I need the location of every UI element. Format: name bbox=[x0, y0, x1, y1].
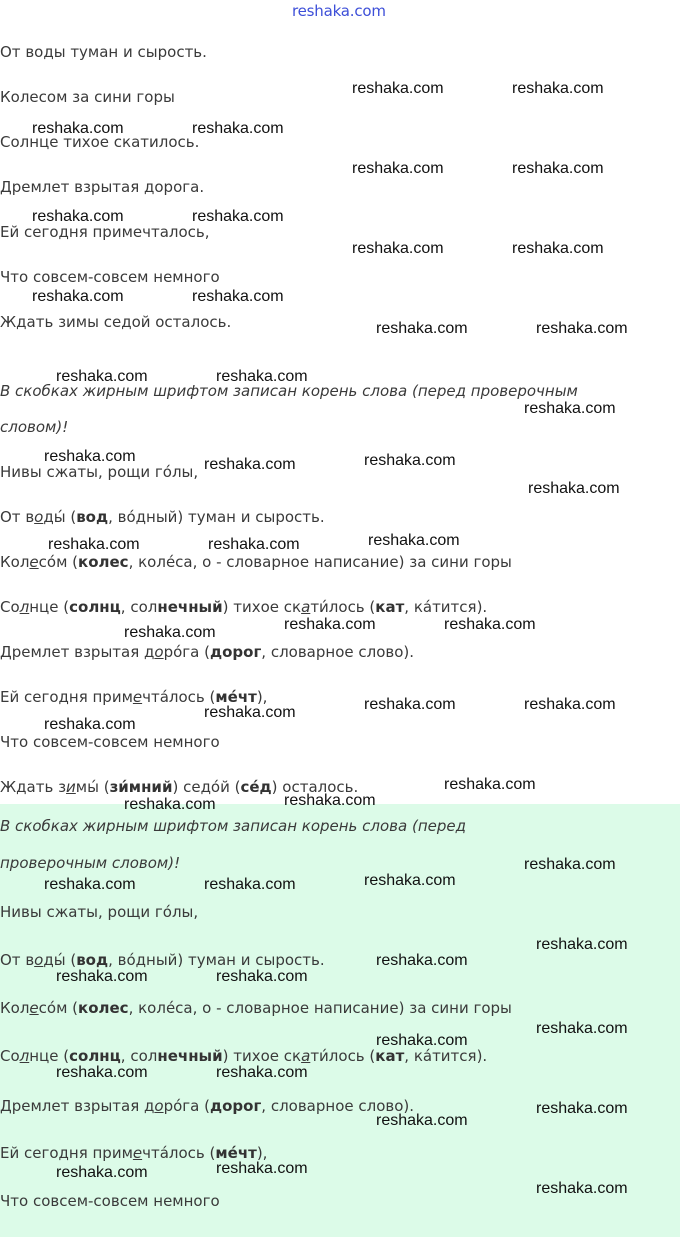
green-annotated-line-4: Солнце (солнц, солнечный) тихое скати́лось (кат, ка́тится). bbox=[0, 1047, 488, 1065]
watermark: reshaka.com bbox=[284, 616, 376, 633]
watermark: reshaka.com bbox=[44, 876, 136, 893]
watermark: reshaka.com bbox=[376, 1112, 468, 1129]
green-note-line-2: проверочным словом)! bbox=[0, 854, 181, 872]
watermark: reshaka.com bbox=[192, 120, 284, 137]
watermark: reshaka.com bbox=[524, 856, 616, 873]
annotated-line-6: Ей сегодня примечта́лось (ме́чт), bbox=[0, 688, 268, 706]
annotated-line-2: От воды́ (вод, во́дный) туман и сырость. bbox=[0, 508, 325, 526]
watermark: reshaka.com bbox=[352, 160, 444, 177]
watermark: reshaka.com bbox=[364, 696, 456, 713]
annotated-line-3: Колесо́м (колес, коле́са, о - словарное написание) за сини горы bbox=[0, 553, 512, 571]
watermark: reshaka.com bbox=[444, 776, 536, 793]
watermark: reshaka.com bbox=[352, 240, 444, 257]
watermark: reshaka.com bbox=[444, 616, 536, 633]
watermark: reshaka.com bbox=[208, 536, 300, 553]
watermark: reshaka.com bbox=[364, 872, 456, 889]
note-line-1: В скобках жирным шрифтом записан корень слова (перед проверочным bbox=[0, 382, 578, 400]
green-annotated-line-3: Колесо́м (колес, коле́са, о - словарное написание) за сини горы bbox=[0, 999, 512, 1017]
watermark: reshaka.com bbox=[216, 1064, 308, 1081]
green-annotated-line-1: Нивы сжаты, рощи го́лы, bbox=[0, 903, 199, 921]
poem-line-4: Дремлет взрытая дорога. bbox=[0, 178, 205, 196]
annotated-line-8: Ждать зимы́ (зи́мний) седо́й (се́д) осталось. bbox=[0, 778, 359, 796]
watermark: reshaka.com bbox=[204, 876, 296, 893]
watermark: reshaka.com bbox=[56, 368, 148, 385]
annotated-line-5: Дремлет взрытая доро́га (дорог, словарное слово). bbox=[0, 643, 415, 661]
watermark: reshaka.com bbox=[44, 716, 136, 733]
watermark: reshaka.com bbox=[376, 1032, 468, 1049]
watermark: reshaka.com bbox=[536, 936, 628, 953]
green-note-line-1: В скобках жирным шрифтом записан корень слова (перед bbox=[0, 817, 466, 835]
watermark: reshaka.com bbox=[216, 1160, 308, 1177]
watermark: reshaka.com bbox=[204, 456, 296, 473]
watermark: reshaka.com bbox=[192, 288, 284, 305]
watermark: reshaka.com bbox=[368, 532, 460, 549]
watermark: reshaka.com bbox=[536, 1180, 628, 1197]
watermark: reshaka.com bbox=[512, 240, 604, 257]
annotated-line-4: Солнце (солнц, солнечный) тихое скати́лось (кат, ка́тится). bbox=[0, 598, 488, 616]
watermark: reshaka.com bbox=[536, 320, 628, 337]
watermark: reshaka.com bbox=[32, 288, 124, 305]
watermark: reshaka.com bbox=[524, 400, 616, 417]
watermark: reshaka.com bbox=[512, 160, 604, 177]
watermark: reshaka.com bbox=[352, 80, 444, 97]
watermark: reshaka.com bbox=[216, 968, 308, 985]
green-annotated-line-7: Что совсем-совсем немного bbox=[0, 1192, 220, 1210]
watermark: reshaka.com bbox=[32, 208, 124, 225]
watermark: reshaka.com bbox=[376, 952, 468, 969]
watermark: reshaka.com bbox=[204, 704, 296, 721]
green-annotated-line-5: Дремлет взрытая доро́га (дорог, словарное слово). bbox=[0, 1097, 415, 1115]
watermark: reshaka.com bbox=[364, 452, 456, 469]
watermark: reshaka.com bbox=[512, 80, 604, 97]
watermark: reshaka.com bbox=[56, 968, 148, 985]
poem-line-5: Ей сегодня примечталось, bbox=[0, 223, 210, 241]
watermark: reshaka.com bbox=[44, 448, 136, 465]
note-line-2: словом)! bbox=[0, 418, 69, 436]
poem-line-3: Солнце тихое скатилось. bbox=[0, 133, 200, 151]
poem-line-1: От воды туман и сырость. bbox=[0, 43, 207, 61]
watermark: reshaka.com bbox=[524, 696, 616, 713]
watermark: reshaka.com bbox=[124, 796, 216, 813]
watermark: reshaka.com bbox=[536, 1020, 628, 1037]
watermark: reshaka.com bbox=[56, 1164, 148, 1181]
green-annotated-line-6: Ей сегодня примечта́лось (ме́чт), bbox=[0, 1144, 268, 1162]
watermark: reshaka.com bbox=[124, 624, 216, 641]
annotated-line-7: Что совсем-совсем немного bbox=[0, 733, 220, 751]
watermark: reshaka.com bbox=[32, 120, 124, 137]
watermark: reshaka.com bbox=[48, 536, 140, 553]
watermark: reshaka.com bbox=[376, 320, 468, 337]
poem-line-2: Колесом за сини горы bbox=[0, 88, 175, 106]
watermark: reshaka.com bbox=[536, 1100, 628, 1117]
poem-line-7: Ждать зимы седой осталось. bbox=[0, 313, 232, 331]
site-header-logo[interactable]: reshaka.com bbox=[292, 2, 386, 20]
watermark: reshaka.com bbox=[528, 480, 620, 497]
annotated-line-1: Нивы сжаты, рощи го́лы, bbox=[0, 463, 199, 481]
watermark: reshaka.com bbox=[284, 792, 376, 809]
poem-line-6: Что совсем-совсем немного bbox=[0, 268, 220, 286]
watermark: reshaka.com bbox=[56, 1064, 148, 1081]
watermark: reshaka.com bbox=[216, 368, 308, 385]
watermark: reshaka.com bbox=[192, 208, 284, 225]
green-annotated-line-2: От воды́ (вод, во́дный) туман и сырость. bbox=[0, 951, 325, 969]
